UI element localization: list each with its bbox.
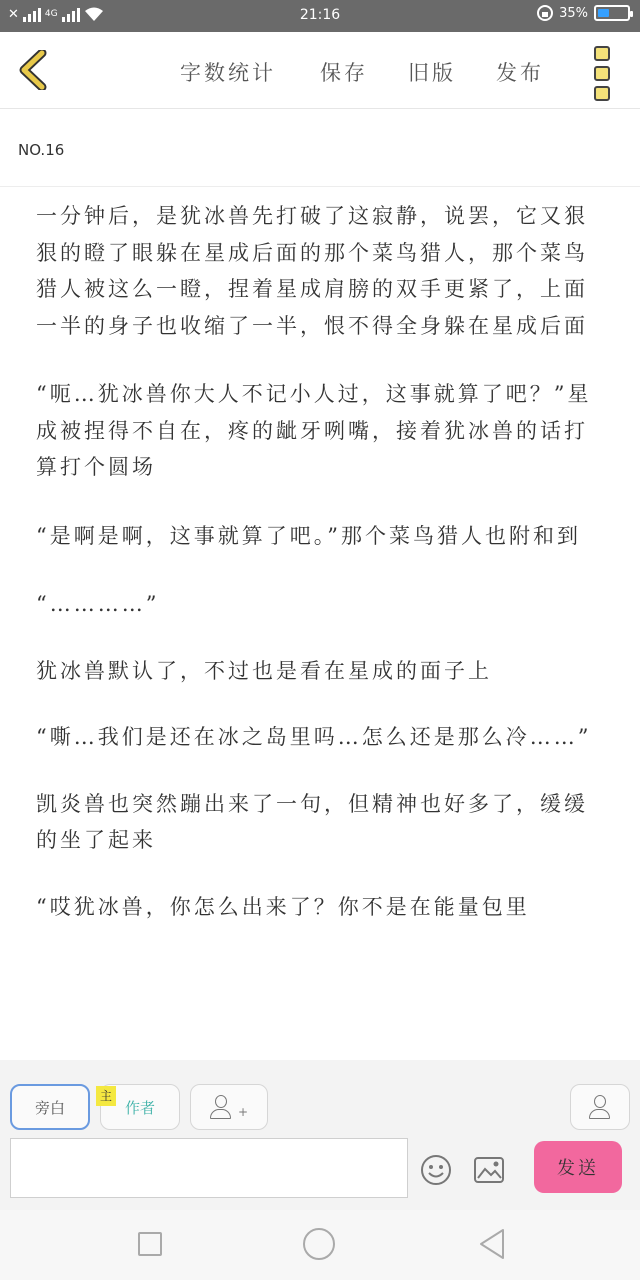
editor-toolbar xyxy=(0,32,640,109)
paragraph: “哎犹冰兽，你怎么出来了？你不是在能量包里 xyxy=(36,894,530,919)
main-role-badge: 主 xyxy=(96,1086,116,1106)
network-label: 4G xyxy=(44,8,58,19)
narrator-role-button[interactable]: 旁白 xyxy=(10,1084,90,1130)
clock: 21:16 xyxy=(299,7,341,23)
add-role-button[interactable] xyxy=(190,1084,268,1130)
battery-percent: 35% xyxy=(559,5,588,21)
more-menu-icon[interactable] xyxy=(594,46,616,101)
message-input[interactable] xyxy=(10,1138,408,1198)
story-content[interactable] xyxy=(36,198,608,1060)
home-icon[interactable] xyxy=(303,1228,335,1260)
old-version-button[interactable]: 旧版 xyxy=(408,61,456,85)
person-icon xyxy=(589,1095,611,1119)
role-list-button[interactable] xyxy=(570,1084,630,1130)
person-icon xyxy=(210,1095,232,1119)
status-right xyxy=(537,5,630,21)
paragraph: 犹冰兽默认了，不过也是看在星成的面子上 xyxy=(36,658,492,683)
paragraph: 凯炎兽也突然蹦出来了一句，但精神也好多了，缓缓的坐了起来 xyxy=(36,791,588,852)
send-button[interactable]: 发送 xyxy=(534,1141,622,1193)
sim-icon: ✕ xyxy=(8,6,19,22)
battery-icon xyxy=(594,5,630,21)
word-count-button[interactable]: 字数统计 xyxy=(180,61,276,85)
paragraph: 一分钟后，是犹冰兽先打破了这寂静，说罢，它又狠狠的瞪了眼躲在星成后面的那个菜鸟猎人，那个菜鸟猎人被这么一瞪，捏着星成肩膀的双手更紧了，上面一半的身子也收缩了一半，恨不得全身躲在星成后面 xyxy=(36,204,588,338)
plus-label: + xyxy=(237,1105,249,1119)
back-arrow-icon[interactable] xyxy=(16,50,50,90)
emoji-icon[interactable] xyxy=(420,1154,452,1186)
paragraph: “…………” xyxy=(36,592,160,616)
recents-icon[interactable] xyxy=(138,1232,162,1256)
paragraph: “是啊是啊，这事就算了吧。”那个菜鸟猎人也附和到 xyxy=(36,523,581,548)
image-icon[interactable] xyxy=(473,1156,505,1184)
save-button[interactable]: 保存 xyxy=(320,61,368,85)
chapter-number: NO.16 xyxy=(18,141,65,159)
toolbar-actions xyxy=(180,57,566,87)
status-bar xyxy=(0,0,640,32)
paragraph: “嘶…我们是还在冰之岛里吗…怎么还是那么冷……” xyxy=(36,725,592,749)
back-icon[interactable] xyxy=(478,1228,506,1260)
divider xyxy=(0,186,640,187)
system-nav-bar xyxy=(0,1210,640,1280)
publish-button[interactable]: 发布 xyxy=(496,61,544,85)
paragraph: “呃…犹冰兽你大人不记小人过，这事就算了吧？”星成被捏得不自在，疼的龇牙咧嘴，接着犹冰兽的话打算打个圆场 xyxy=(36,382,592,479)
compose-panel xyxy=(0,1060,640,1210)
author-role-button[interactable]: 作者 xyxy=(100,1084,180,1130)
rotation-lock-icon xyxy=(537,5,553,21)
